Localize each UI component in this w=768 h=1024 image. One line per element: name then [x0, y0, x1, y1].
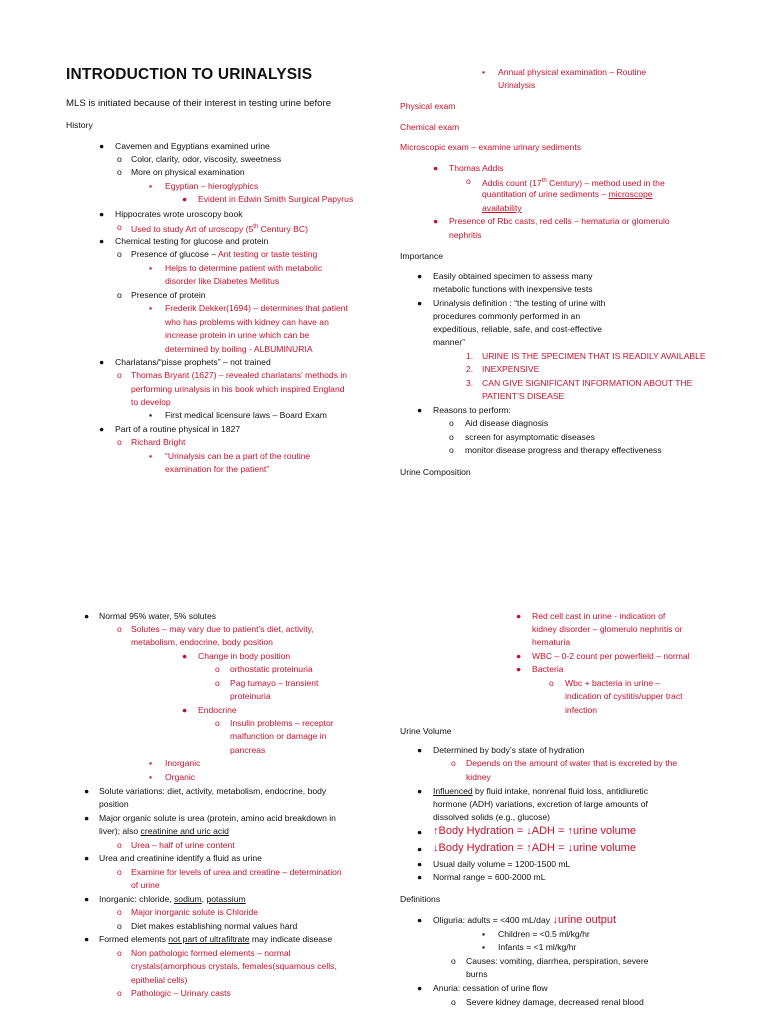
list-item: Pathologic – Urinary casts — [131, 988, 231, 998]
list-item: performing urinalysis in his book which inspired England — [131, 384, 345, 394]
bullet-circle: o — [117, 290, 122, 300]
bullet-disc: ● — [417, 405, 423, 415]
list-item: Wbc + bacteria in urine – — [565, 678, 661, 688]
list-item: availability — [482, 203, 522, 213]
bullet-square: ▪ — [149, 410, 153, 420]
bullet-circle: o — [117, 988, 122, 998]
bullet-disc: ● — [417, 915, 423, 925]
list-item: Urea and creatinine identify a fluid as urine — [99, 853, 262, 863]
bullet-disc: ● — [516, 651, 522, 661]
list-item: indication of cystitis/upper tract — [565, 691, 683, 701]
bullet-disc: ● — [99, 357, 105, 367]
bullet-circle: o — [466, 176, 471, 186]
list-item: Chemical testing for glucose and protein — [115, 236, 269, 246]
list-item: CAN GIVE SIGNIFICANT INFORMATION ABOUT THE — [482, 378, 693, 388]
list-item: disorder like Diabetes Mellitus — [165, 276, 280, 286]
bullet-disc: ● — [99, 236, 105, 246]
list-item: kidney disorder – glomerulo nephritis or — [532, 624, 683, 634]
list-item: Solutes – may vary due to patient’s diet, activity, — [131, 624, 314, 634]
list-item: Urinalysis definition : “the testing of urine with — [433, 298, 606, 308]
bullet-disc: ● — [417, 827, 423, 837]
bullet-circle: o — [215, 718, 220, 728]
list-item: Egyptian – hieroglyphics — [165, 181, 259, 191]
list-item: Charlatans/“pisse prophets” – not trained — [115, 357, 271, 367]
list-item: examination for the patient” — [165, 464, 270, 474]
list-item: Reasons to perform: — [433, 405, 511, 415]
list-item: Thomas Addis — [449, 163, 504, 173]
bullet-square: ▪ — [482, 942, 486, 952]
list-item: INEXPENSIVE — [482, 364, 540, 374]
list-item: kidney — [466, 772, 491, 782]
bullet-disc: ● — [516, 611, 522, 621]
list-item: screen for asymptomatic diseases — [465, 432, 595, 442]
bullet-square: ▪ — [149, 451, 153, 461]
bullet-circle: o — [117, 867, 122, 877]
list-item: Insulin problems – receptor — [230, 718, 334, 728]
bullet-circle: o — [449, 418, 454, 428]
bullet-circle: o — [215, 678, 220, 688]
list-item: Diet makes establishing normal values hard — [131, 921, 298, 931]
list-item: First medical licensure laws – Board Exam — [165, 410, 327, 420]
list-item: Bacteria — [532, 664, 564, 674]
list-item: Annual physical examination – Routine — [498, 67, 647, 77]
list-item: position — [99, 799, 129, 809]
list-item: Influenced by fluid intake, nonrenal fluid loss, antidiuretic — [433, 786, 648, 796]
bullet-circle: o — [117, 840, 122, 850]
section-heading-urine-composition: Urine Composition — [400, 467, 471, 477]
list-item: Severe kidney damage, decreased renal blood — [466, 997, 644, 1007]
bullet-square: ▪ — [149, 758, 153, 768]
bullet-disc: ● — [417, 872, 423, 882]
list-item: Pag tumayo – transient — [230, 678, 319, 688]
list-item: Endocrine — [198, 705, 237, 715]
bullet-disc: ● — [182, 651, 188, 661]
list-item: expeditious, reliable, safe, and cost-effective — [433, 324, 602, 334]
list-item: of urine — [131, 880, 160, 890]
list-item: Children = <0.5 ml/kg/hr — [498, 929, 590, 939]
bullet-disc: ● — [182, 194, 188, 204]
list-item: WBC – 0-2 count per powerfield – normal — [532, 651, 690, 661]
list-item: “Urinalysis can be a part of the routine — [165, 451, 311, 461]
bullet-square: ▪ — [149, 181, 153, 191]
list-item: Oliguria: adults = <400 mL/day ↓urine output — [433, 914, 617, 926]
list-item: Major inorganic solute is Chloride — [131, 907, 259, 917]
section-heading-history: History — [66, 120, 93, 130]
list-item: orthostatic proteinuria — [230, 664, 313, 674]
list-item: hormone (ADH) variations, excretion of large amounts of — [433, 799, 648, 809]
bullet-square: ▪ — [149, 303, 153, 313]
bullet-circle: o — [117, 948, 122, 958]
list-item: Used to study Art of uroscopy (5th Century BC) — [131, 223, 308, 234]
section-heading-importance: Importance — [400, 251, 443, 261]
list-item: increase protein in urine which can be — [165, 330, 310, 340]
bullet-disc: ● — [433, 216, 439, 226]
list-item: Easily obtained specimen to assess many — [433, 271, 593, 281]
list-item: Usual daily volume = 1200-1500 mL — [433, 859, 571, 869]
bullet-disc: ● — [84, 853, 90, 863]
list-item: hematuria — [532, 637, 571, 647]
list-item: Presence of protein — [131, 290, 206, 300]
list-item: Urinalysis — [498, 80, 536, 90]
bullet-disc: ● — [417, 844, 423, 854]
bullet-square: ▪ — [149, 772, 153, 782]
bullet-disc: ● — [84, 894, 90, 904]
list-item: Solute variations: diet, activity, metabolism, endocrine, body — [99, 786, 327, 796]
bullet-circle: o — [451, 956, 456, 966]
list-item: Red cell cast in urine - indication of — [532, 611, 666, 621]
list-item: Richard Bright — [131, 437, 186, 447]
list-item: Anuria: cessation of urine flow — [433, 983, 548, 993]
list-item: Normal 95% water, 5% solutes — [99, 611, 217, 621]
list-item: Presence of glucose – Ant testing or taste testing — [131, 249, 318, 259]
bullet-circle: o — [451, 758, 456, 768]
list-item: to develop — [131, 397, 171, 407]
list-item: liver); also creatinine and uric acid — [99, 826, 229, 836]
section-line: Physical exam — [400, 101, 456, 111]
bullet-circle: o — [117, 249, 122, 259]
bullet-circle: o — [117, 437, 122, 447]
bullet-square: ▪ — [482, 67, 486, 77]
intro-text: MLS is initiated because of their interest in testing urine before — [66, 98, 332, 109]
section-heading-urine-volume: Urine Volume — [400, 726, 452, 736]
list-item: epithelial cells) — [131, 975, 188, 985]
list-item: Cavemen and Egyptians examined urine — [115, 141, 270, 151]
list-item: metabolism, endocrine, body position — [131, 637, 273, 647]
bullet-disc: ● — [417, 786, 423, 796]
list-item: Addis count (17th Century) – method used in the — [482, 177, 665, 188]
list-item: Thomas Bryant (1627) – revealed charlatans’ methods in — [131, 370, 348, 380]
numbered-marker: 1. — [466, 351, 474, 361]
list-item: dissolved solids (e.g., glucose) — [433, 812, 551, 822]
list-item: Examine for levels of urea and creatine – determination — [131, 867, 342, 877]
bullet-circle: o — [117, 154, 122, 164]
bullet-circle: o — [117, 624, 122, 634]
list-item: nephritis — [449, 230, 482, 240]
list-item: ↑Body Hydration = ↓ADH = ↑urine volume — [433, 825, 636, 837]
list-item: PATIENT’S DISEASE — [482, 391, 565, 401]
list-item: Organic — [165, 772, 196, 782]
list-item: Non pathologic formed elements – normal — [131, 948, 291, 958]
bullet-disc: ● — [417, 983, 423, 993]
bullet-circle: o — [117, 921, 122, 931]
bullet-disc: ● — [99, 209, 105, 219]
bullet-disc: ● — [417, 298, 423, 308]
bullet-circle: o — [117, 167, 122, 177]
page-title: INTRODUCTION TO URINALYSIS — [66, 66, 313, 83]
list-item: pancreas — [230, 745, 266, 755]
list-item: Depends on the amount of water that is excreted by the — [466, 758, 678, 768]
bullet-circle: o — [549, 678, 554, 688]
list-item: determined by boiling - ALBUMINURIA — [165, 344, 313, 354]
list-item: burns — [466, 969, 488, 979]
list-item: Formed elements not part of ultrafiltrate may indicate disease — [99, 934, 333, 944]
list-item: URINE IS THE SPECIMEN THAT IS READILY AVAILABLE — [482, 351, 706, 361]
list-item: Urea – half of urine content — [131, 840, 235, 850]
list-item: quantitation of urine sediments – microscope — [482, 189, 653, 199]
list-item: procedures commonly performed in an — [433, 311, 581, 321]
bullet-square: ▪ — [149, 263, 153, 273]
list-item: manner” — [433, 337, 465, 347]
list-item: Major organic solute is urea (protein, amino acid breakdown in — [99, 813, 336, 823]
bullet-disc: ● — [417, 745, 423, 755]
list-item: Infants = <1 ml/kg/hr — [498, 942, 577, 952]
list-item: proteinuria — [230, 691, 271, 701]
list-item: infection — [565, 705, 598, 715]
section-line: Microscopic exam – examine urinary sediments — [400, 142, 582, 152]
list-item: Determined by body’s state of hydration — [433, 745, 585, 755]
bullet-circle: o — [449, 432, 454, 442]
list-item: Color, clarity, odor, viscosity, sweetness — [131, 154, 282, 164]
list-item: Inorganic — [165, 758, 201, 768]
list-item: More on physical examination — [131, 167, 245, 177]
list-item: Evident in Edwin Smith Surgical Papyrus — [198, 194, 354, 204]
section-heading-definitions: Definitions — [400, 894, 441, 904]
list-item: ↓Body Hydration = ↑ADH = ↓urine volume — [433, 842, 636, 854]
bullet-disc: ● — [99, 424, 105, 434]
numbered-marker: 3. — [466, 378, 474, 388]
list-item: Hippocrates wrote uroscopy book — [115, 209, 243, 219]
numbered-marker: 2. — [466, 364, 474, 374]
list-item: monitor disease progress and therapy effectiveness — [465, 445, 662, 455]
list-item: malfunction or damage in — [230, 731, 327, 741]
list-item: crystals(amorphous crystals, females(squamous cells, — [131, 961, 337, 971]
list-item: Aid disease diagnosis — [465, 418, 549, 428]
list-item: Presence of Rbc casts, red cells – hematuria or glomerulo — [449, 216, 670, 226]
bullet-circle: o — [117, 370, 122, 380]
list-item: Helps to determine patient with metabolic — [165, 263, 323, 273]
list-item: Part of a routine physical in 1827 — [115, 424, 241, 434]
section-line: Chemical exam — [400, 122, 460, 132]
bullet-circle: o — [117, 222, 122, 232]
bullet-circle: o — [451, 997, 456, 1007]
bullet-circle: o — [117, 907, 122, 917]
bullet-disc: ● — [417, 271, 423, 281]
list-item: metabolic functions with inexpensive tests — [433, 284, 593, 294]
bullet-disc: ● — [516, 664, 522, 674]
bullet-disc: ● — [84, 611, 90, 621]
bullet-disc: ● — [182, 705, 188, 715]
list-item: who has problems with kidney can have an — [165, 317, 329, 327]
bullet-disc: ● — [433, 163, 439, 173]
bullet-circle: o — [449, 445, 454, 455]
bullet-disc: ● — [84, 934, 90, 944]
list-item: Change in body position — [198, 651, 291, 661]
bullet-circle: o — [215, 664, 220, 674]
bullet-disc: ● — [99, 141, 105, 151]
list-item: Inorganic: chloride, sodium, potassium — [99, 894, 246, 904]
bullet-disc: ● — [84, 813, 90, 823]
bullet-disc: ● — [417, 859, 423, 869]
list-item: Normal range = 600-2000 mL — [433, 872, 546, 882]
list-item: Frederik Dekker(1694) – determines that patient — [165, 303, 348, 313]
bullet-disc: ● — [84, 786, 90, 796]
bullet-square: ▪ — [482, 929, 486, 939]
list-item: Causes: vomiting, diarrhea, perspiration, severe — [466, 956, 649, 966]
